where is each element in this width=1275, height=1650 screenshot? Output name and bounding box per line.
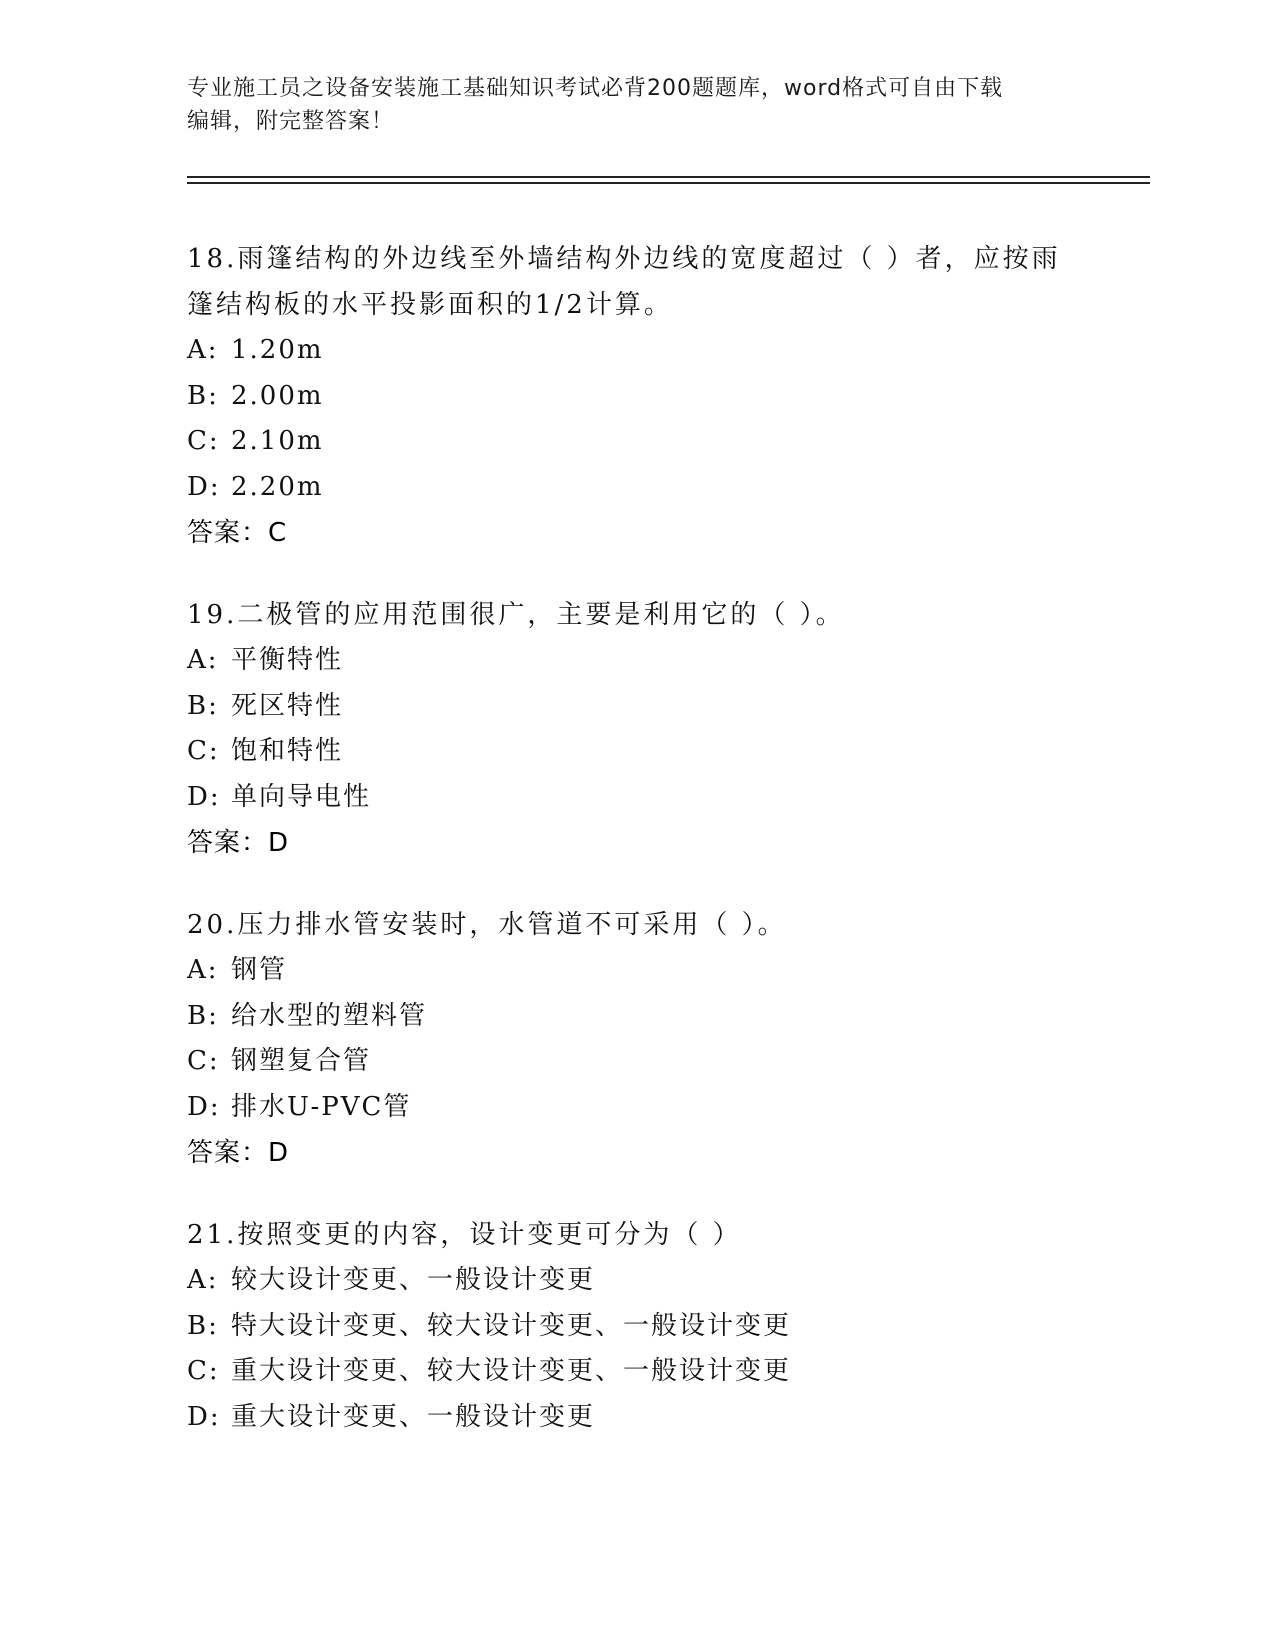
answer-line: 答案：C bbox=[187, 518, 288, 548]
option-label: D: bbox=[187, 781, 221, 812]
option-c bbox=[187, 1039, 1087, 1085]
answer-line: 答案：D bbox=[187, 1138, 290, 1168]
header-divider-bottom bbox=[187, 182, 1150, 184]
option-text: 给水型的塑料管 bbox=[231, 1000, 428, 1031]
option-text: 单向导电性 bbox=[231, 781, 372, 812]
option-label: B: bbox=[187, 690, 219, 721]
question-21 bbox=[187, 1212, 1087, 1440]
option-label: C: bbox=[187, 736, 220, 766]
option-label: A: bbox=[187, 1265, 219, 1295]
option-label: C: bbox=[187, 1046, 220, 1076]
option-text: 排水U-PVC管 bbox=[231, 1091, 412, 1122]
option-label: B: bbox=[187, 1000, 219, 1031]
option-b bbox=[187, 684, 1087, 730]
option-text: 2.10m bbox=[231, 426, 324, 456]
question-text: 18.雨篷结构的外边线至外墙结构外边线的宽度超过（ ）者，应按雨 bbox=[187, 244, 1061, 274]
option-label: D: bbox=[187, 1091, 221, 1122]
option-c bbox=[187, 419, 1087, 465]
header-divider-top bbox=[187, 176, 1150, 178]
option-label: A: bbox=[187, 645, 219, 675]
option-text: 钢管 bbox=[231, 955, 288, 985]
option-b bbox=[187, 994, 1087, 1040]
option-label: A: bbox=[187, 955, 219, 985]
option-text: 1.20m bbox=[231, 335, 324, 365]
option-text: 饱和特性 bbox=[231, 736, 344, 766]
question-text: 20.压力排水管安装时，水管道不可采用（ ）。 bbox=[187, 910, 787, 940]
option-d bbox=[187, 1085, 1087, 1131]
option-a bbox=[187, 1258, 1087, 1304]
option-label: B: bbox=[187, 1310, 219, 1341]
option-text: 2.20m bbox=[231, 471, 324, 502]
answer-line: 答案：D bbox=[187, 828, 290, 858]
option-text: 重大设计变更、一般设计变更 bbox=[231, 1401, 596, 1432]
header-line-1: 专业施工员之设备安装施工基础知识考试必背200题题库，word格式可自由下载 bbox=[187, 76, 1004, 101]
option-b bbox=[187, 374, 1087, 420]
option-d bbox=[187, 465, 1087, 511]
option-b bbox=[187, 1304, 1087, 1350]
option-label: C: bbox=[187, 426, 220, 456]
option-a bbox=[187, 328, 1087, 374]
question-text: 19.二极管的应用范围很广，主要是利用它的（ ）。 bbox=[187, 600, 845, 630]
option-text: 钢塑复合管 bbox=[231, 1046, 372, 1076]
document-header bbox=[187, 72, 1067, 138]
question-20 bbox=[187, 902, 1087, 1176]
option-label: A: bbox=[187, 335, 219, 365]
option-label: D: bbox=[187, 1401, 221, 1432]
question-18 bbox=[187, 236, 1087, 556]
option-label: B: bbox=[187, 380, 219, 411]
header-line-2: 编辑，附完整答案！ bbox=[187, 109, 395, 134]
option-c bbox=[187, 729, 1087, 775]
option-label: C: bbox=[187, 1356, 220, 1386]
question-list bbox=[187, 236, 1087, 1476]
option-d bbox=[187, 775, 1087, 821]
option-label: D: bbox=[187, 471, 221, 502]
question-19 bbox=[187, 592, 1087, 866]
question-text: 21.按照变更的内容，设计变更可分为（ ） bbox=[187, 1220, 742, 1250]
option-text: 较大设计变更、一般设计变更 bbox=[231, 1265, 596, 1295]
option-text: 重大设计变更、较大设计变更、一般设计变更 bbox=[231, 1356, 792, 1386]
question-text-continued: 篷结构板的水平投影面积的1/2计算。 bbox=[187, 290, 673, 320]
option-a bbox=[187, 948, 1087, 994]
option-text: 特大设计变更、较大设计变更、一般设计变更 bbox=[231, 1310, 792, 1341]
option-text: 平衡特性 bbox=[231, 645, 344, 675]
option-a bbox=[187, 638, 1087, 684]
option-text: 死区特性 bbox=[231, 690, 344, 721]
option-c bbox=[187, 1349, 1087, 1395]
option-text: 2.00m bbox=[231, 380, 324, 411]
option-d bbox=[187, 1395, 1087, 1441]
